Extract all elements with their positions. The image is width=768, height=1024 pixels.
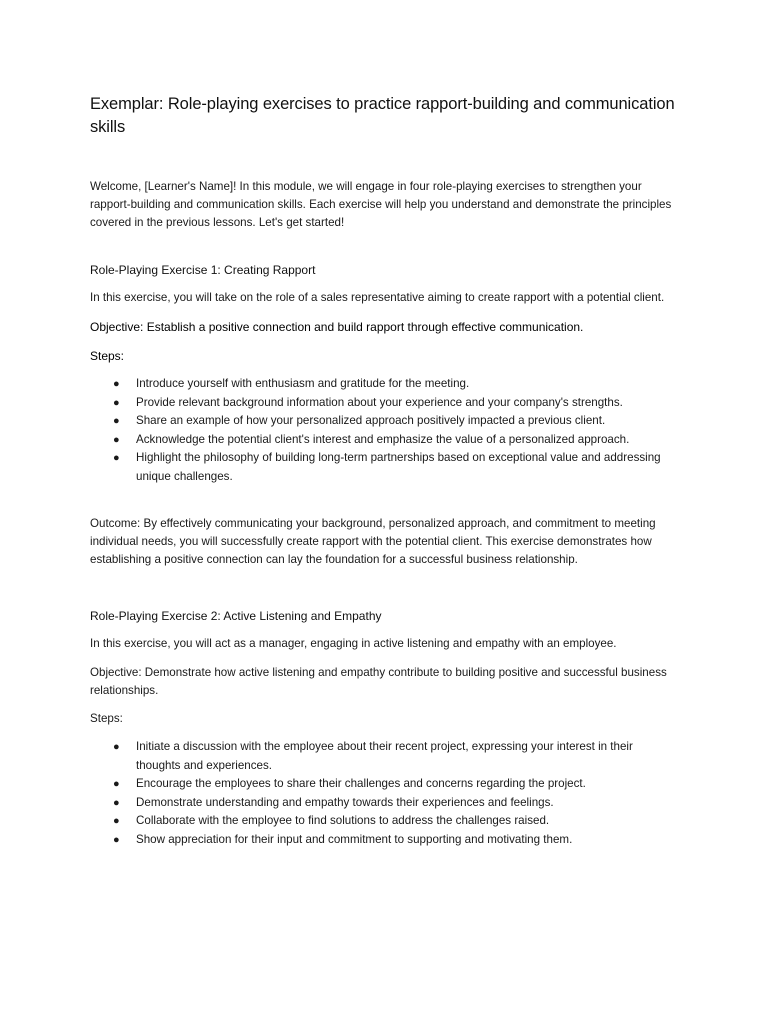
step-text: Share an example of how your personalized approach positively impacted a previous client. [136, 414, 606, 427]
bullet-icon: ● [113, 741, 120, 753]
step-text: Show appreciation for their input and commitment to supporting and motivating them. [136, 832, 573, 846]
step-text: Highlight the philosophy of building long-term partnerships based on exceptional value and addressing unique challenges. [136, 451, 661, 483]
list-item [113, 794, 678, 813]
list-item [113, 394, 678, 413]
document-title: Exemplar: Role-playing exercises to practice rapport-building and communication skills [90, 95, 675, 136]
exercise-1-outcome: Outcome: By effectively communicating your background, personalized approach, and commitment to meeting individual needs, you will successfully create rapport with the potential client. This exercise demonstrates how establishing a positive connection can lay the foundation for a successful business relationship. [90, 517, 656, 566]
exercise-1-description: In this exercise, you will take on the role of a sales representative aiming to create rapport with a potential client. [90, 291, 665, 304]
exercise-1-section [90, 261, 678, 569]
bullet-icon: ● [113, 415, 120, 427]
exercise-2-heading: Role-Playing Exercise 2: Active Listening and Empathy [90, 609, 382, 623]
exercise-1-objective: Objective: Establish a positive connection and build rapport through effective communication. [90, 320, 584, 334]
list-item [113, 431, 678, 450]
bullet-icon: ● [113, 378, 120, 390]
exercise-1-steps-label: Steps: [90, 349, 125, 363]
bullet-icon: ● [113, 796, 120, 809]
exercise-2-steps-list [90, 738, 678, 849]
step-text: Introduce yourself with enthusiasm and gratitude for the meeting. [136, 377, 470, 390]
exercise-2-section [90, 607, 678, 849]
bullet-icon: ● [113, 433, 120, 446]
step-text: Encourage the employees to share their challenges and concerns regarding the project. [136, 777, 586, 790]
list-item [113, 449, 678, 486]
exercise-1-heading: Role-Playing Exercise 1: Creating Rapport [90, 263, 316, 277]
list-item [113, 738, 678, 775]
step-text: Collaborate with the employee to find solutions to address the challenges raised. [136, 814, 550, 827]
bullet-icon: ● [113, 396, 120, 409]
bullet-icon: ● [113, 452, 120, 464]
intro-paragraph: Welcome, [Learner's Name]! In this module, we will engage in four role-playing exercises to strengthen your rapport-building and communication skills. Each exercise will help you understand and demonstrate the principles covered in the previous lessons. Let's get started! [90, 180, 672, 229]
list-item [113, 775, 678, 794]
list-item [113, 831, 678, 850]
step-text: Acknowledge the potential client's interest and emphasize the value of a personalized approach. [136, 432, 630, 446]
step-text: Provide relevant background information about your experience and your company's strengths. [136, 395, 623, 409]
bullet-icon: ● [113, 778, 120, 790]
step-text: Initiate a discussion with the employee about their recent project, expressing your interest in their thoughts and experiences. [136, 740, 633, 772]
step-text: Demonstrate understanding and empathy towards their experiences and feelings. [136, 795, 554, 809]
list-item [113, 812, 678, 831]
exercise-1-steps-list [90, 375, 678, 486]
list-item [113, 375, 678, 394]
bullet-icon: ● [113, 815, 120, 827]
list-item [113, 412, 678, 431]
exercise-2-objective: Objective: Demonstrate how active listening and empathy contribute to building positive and successful business relationships. [90, 666, 667, 697]
exercise-2-steps-label: Steps: [90, 712, 123, 725]
exercise-2-description: In this exercise, you will act as a manager, engaging in active listening and empathy with an employee. [90, 637, 617, 650]
bullet-icon: ● [113, 833, 120, 846]
